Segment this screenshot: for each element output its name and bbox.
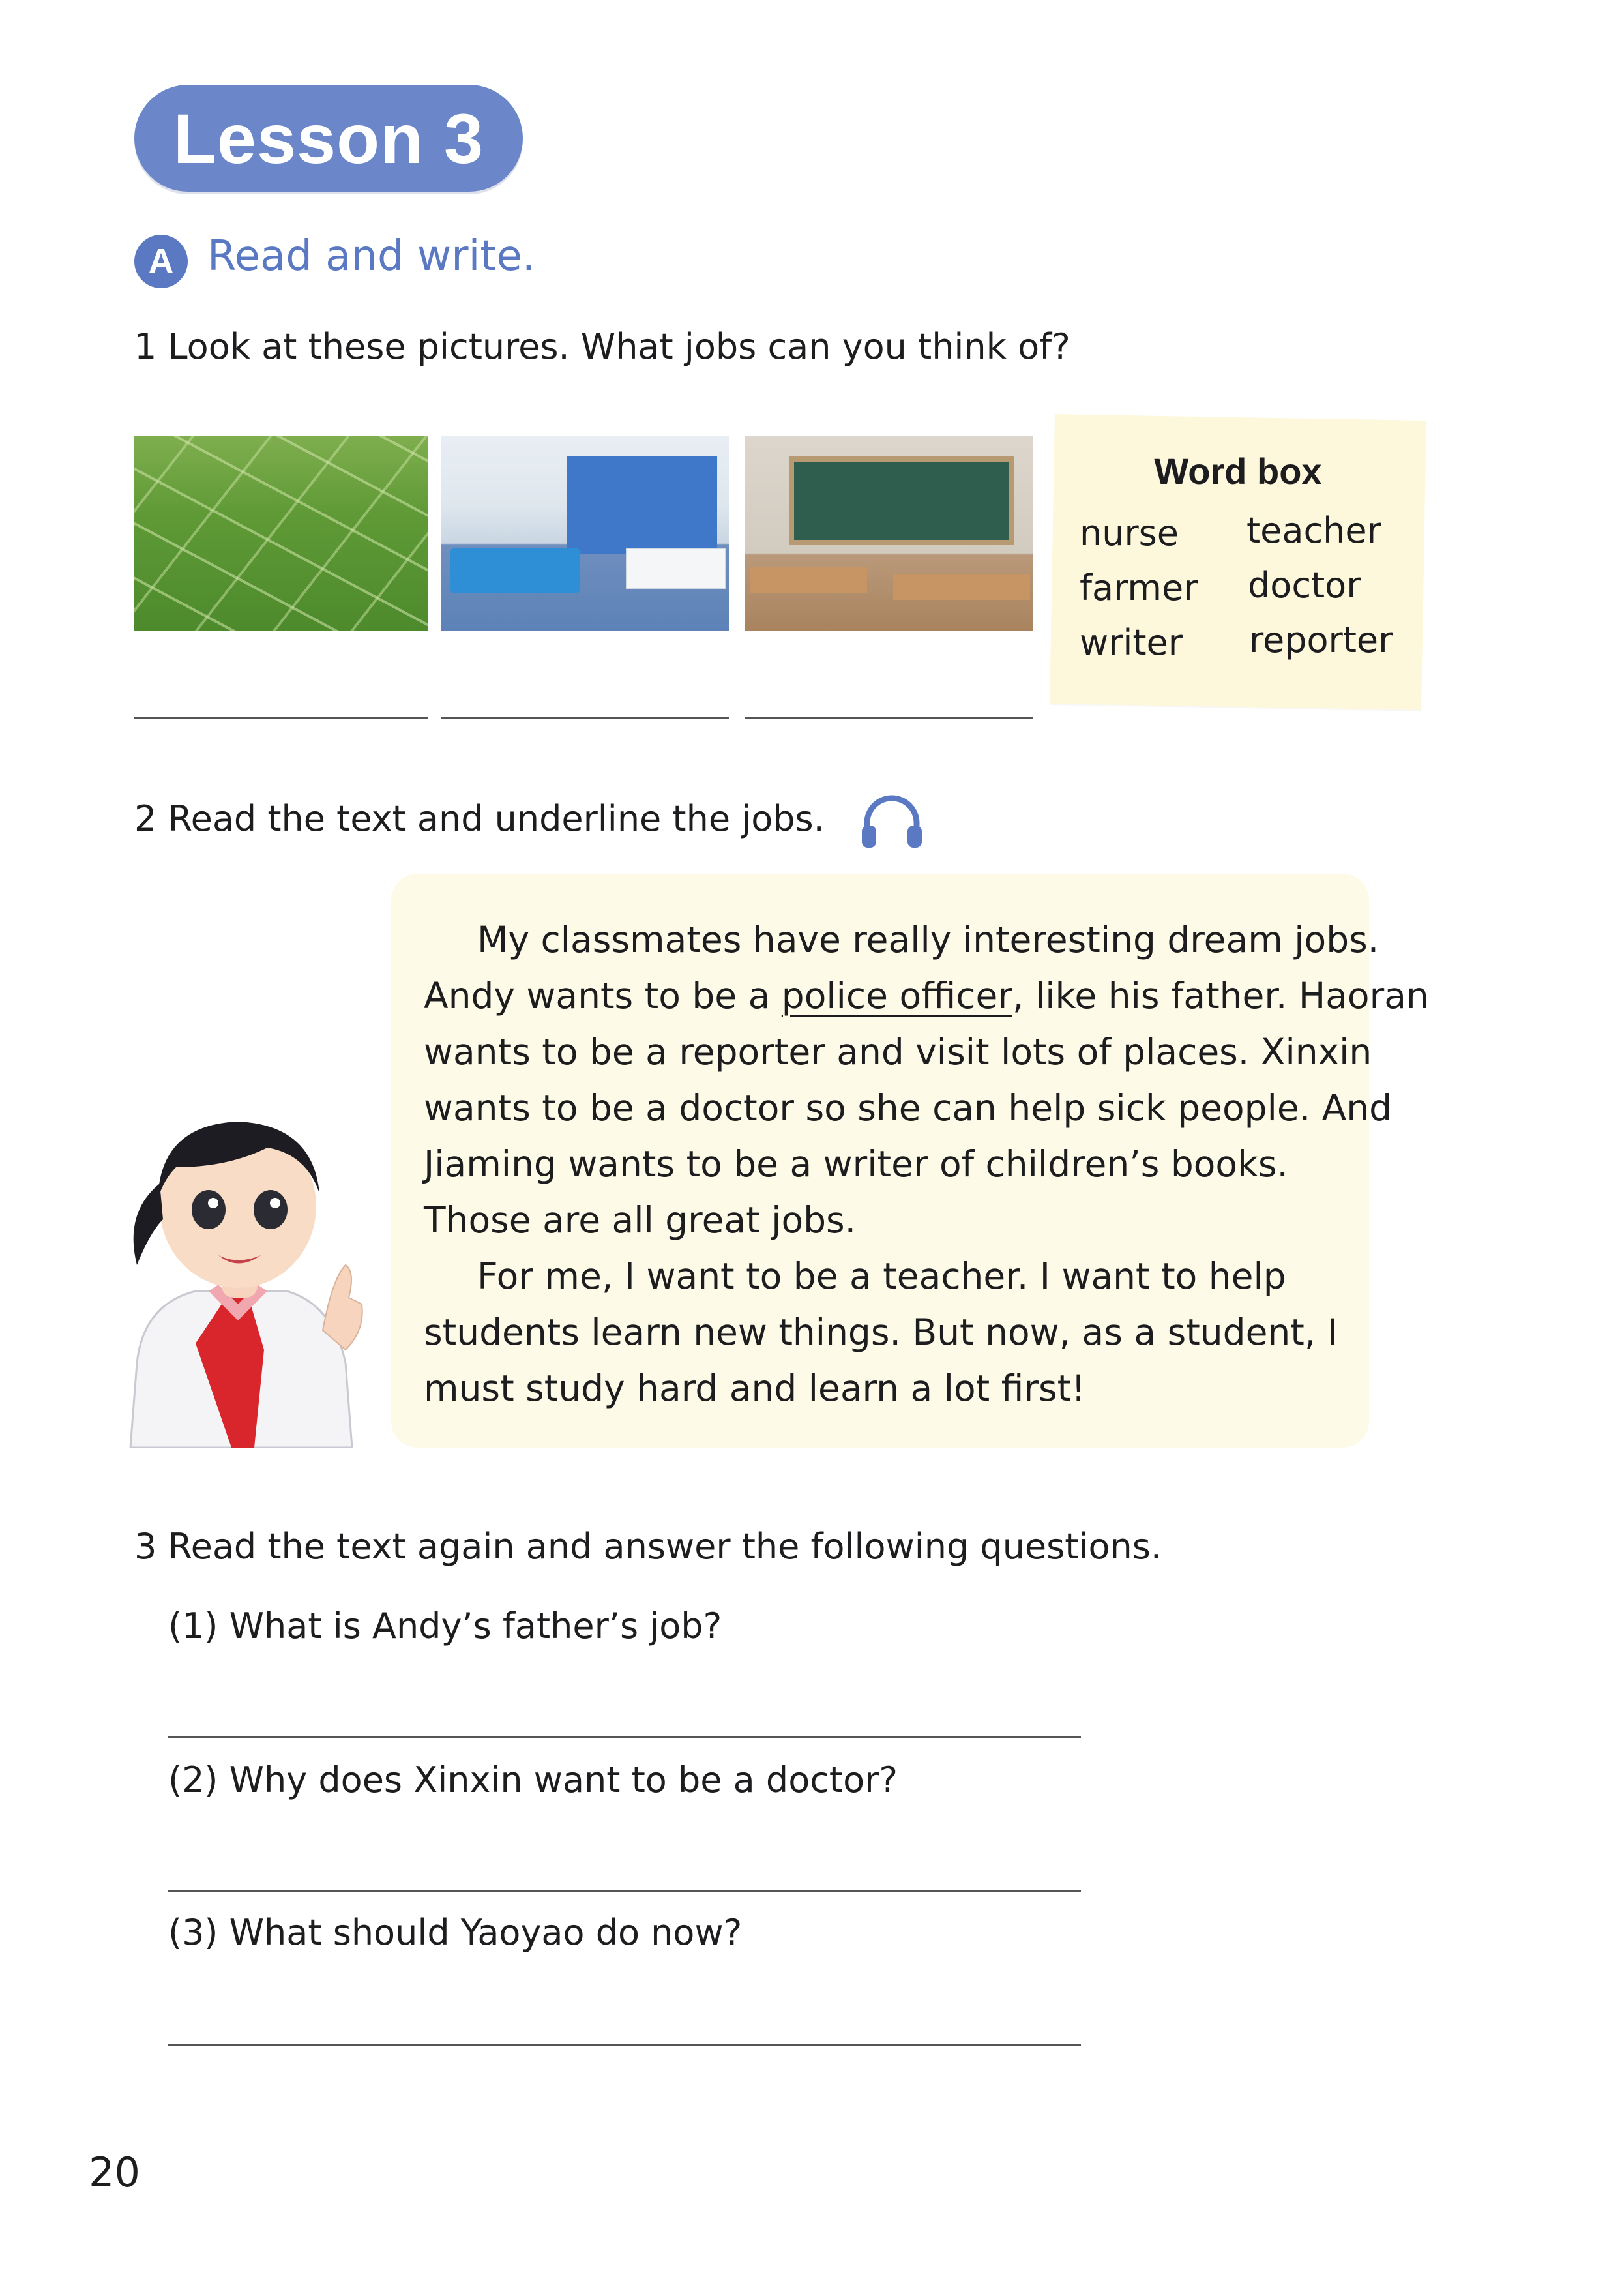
chalkboard-decoration [789, 456, 1014, 545]
farmland-photo [134, 436, 428, 631]
answer-line-1[interactable] [134, 717, 428, 719]
word-box-word: reporter [1249, 619, 1393, 661]
desk-decoration [750, 567, 867, 593]
question-3-prompt: 3 Read the text again and answer the following questions. [134, 1526, 1162, 1567]
lesson-title: Lesson 3 [173, 98, 484, 178]
hospital-counter-decoration [626, 548, 726, 589]
question-1-prompt: 1 Look at these pictures. What jobs can you think of? [134, 326, 1070, 367]
text-line: Jiaming wants to be a writer of children’s books. [424, 1143, 1289, 1185]
hospital-seats-decoration [450, 548, 580, 593]
hospital-wall-decoration [567, 456, 717, 554]
section-a-badge: A [134, 235, 188, 288]
answer-line-3[interactable] [745, 717, 1033, 719]
word-box-word: teacher [1246, 510, 1381, 551]
text-line: Those are all great jobs. [424, 1199, 857, 1241]
text-line: My classmates have really interesting dream jobs. [477, 919, 1379, 961]
page-number: 20 [89, 2149, 140, 2196]
text-segment: , like his father. Haoran [1012, 975, 1429, 1017]
answer-line[interactable] [168, 1736, 1081, 1738]
reading-text [424, 912, 1429, 1416]
word-box-title: Word box [1154, 451, 1322, 492]
text-line: students learn new things. But now, as a student, I [424, 1311, 1338, 1353]
text-line: For me, I want to be a teacher. I want to help [477, 1255, 1286, 1297]
word-box-word: nurse [1080, 513, 1179, 554]
text-line: wants to be a reporter and visit lots of places. Xinxin [424, 1031, 1372, 1073]
answer-line-2[interactable] [441, 717, 729, 719]
answer-line[interactable] [168, 2044, 1081, 2046]
student-girl-illustration [98, 1069, 385, 1448]
word-box-word: doctor [1248, 565, 1361, 606]
question-item: (3) What should Yaoyao do now? [168, 1912, 743, 1953]
question-2-prompt: 2 Read the text and underline the jobs. [134, 798, 825, 839]
word-box-word: writer [1080, 622, 1183, 663]
underlined-example-job: police officer [781, 975, 1012, 1017]
text-line [424, 968, 1429, 1024]
section-a-title: Read and write. [207, 232, 536, 280]
text-line: wants to be a doctor so she can help sick people. And [424, 1087, 1393, 1129]
headphones-icon[interactable] [859, 794, 924, 849]
text-segment: Andy wants to be a [424, 975, 782, 1017]
word-box-word: farmer [1080, 567, 1198, 608]
text-line: must study hard and learn a lot first! [424, 1367, 1086, 1409]
answer-line[interactable] [168, 1890, 1081, 1892]
desk-decoration [893, 574, 1030, 600]
question-item: (2) Why does Xinxin want to be a doctor? [168, 1759, 898, 1800]
question-item: (1) What is Andy’s father’s job? [168, 1605, 722, 1647]
